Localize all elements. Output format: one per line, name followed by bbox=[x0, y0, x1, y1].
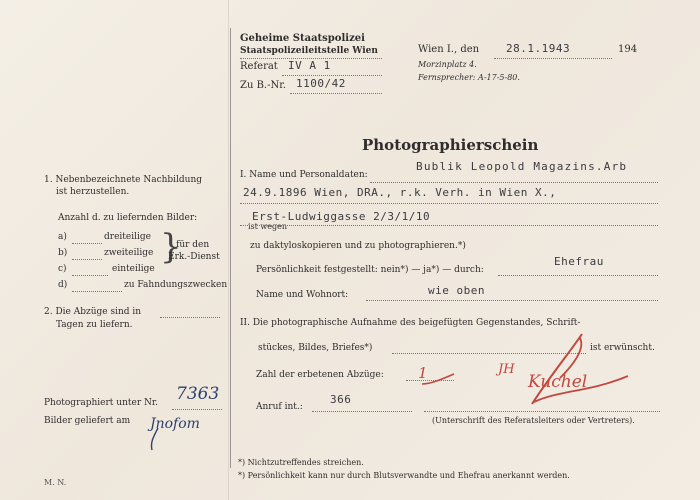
address-rule bbox=[366, 300, 658, 301]
left-item1-line2: ist herzustellen. bbox=[56, 187, 130, 197]
opt-b-letter: b) bbox=[58, 248, 68, 258]
count-request-value: 1 bbox=[418, 364, 428, 382]
identity-value: Ehefrau bbox=[554, 255, 604, 268]
call-rule bbox=[312, 411, 412, 412]
opt-c-text: einteilige bbox=[112, 264, 155, 274]
item2-line1: II. Die photographische Aufnahme des beigefügten Gegenstandes, Schrift- bbox=[240, 318, 581, 328]
brace: } bbox=[160, 227, 182, 267]
left-item2-line2: Tagen zu liefern. bbox=[56, 320, 133, 330]
bnr-label: Zu B.-Nr. bbox=[240, 80, 287, 91]
signature-caption: (Unterschrift des Referatsleiters oder Vertreters). bbox=[432, 416, 635, 425]
name-value: Bublik Leopold Magazins.Arb bbox=[416, 160, 628, 173]
street-rule bbox=[240, 225, 658, 226]
phone-line: Fernsprecher: A-17-5-80. bbox=[418, 73, 520, 82]
referat-rule bbox=[282, 75, 382, 76]
delivered-signature: Jnofom bbox=[150, 416, 200, 432]
agency-name: Geheime Staatspolizei bbox=[240, 33, 365, 44]
place-label: Wien I., den bbox=[418, 44, 480, 55]
days-rule bbox=[160, 317, 220, 318]
date-rule bbox=[494, 58, 612, 59]
name-rule bbox=[370, 182, 658, 183]
identity-rule bbox=[498, 275, 658, 276]
office-name: Staatspolizeileitstelle Wien bbox=[240, 46, 378, 56]
opt-d-rule bbox=[72, 291, 122, 292]
address-value: wie oben bbox=[428, 284, 485, 297]
count-request-label: Zahl der erbetenen Abzüge: bbox=[256, 370, 384, 380]
item2-end: ist erwünscht. bbox=[590, 343, 655, 353]
column-divider bbox=[230, 28, 231, 468]
call-value: 366 bbox=[330, 393, 352, 406]
ist-wegen: ist wegen bbox=[248, 222, 288, 231]
left-item2-line1: 2. Die Abzüge sind in bbox=[44, 307, 142, 317]
opt-b-text: zweiteilige bbox=[104, 248, 154, 258]
photographed-number: 7363 bbox=[176, 384, 220, 404]
opt-c-rule bbox=[72, 275, 108, 276]
address-label: Name und Wohnort: bbox=[256, 290, 349, 300]
item2-line2: stückes, Bildes, Briefes*) bbox=[258, 343, 373, 353]
name-label: I. Name und Personaldaten: bbox=[240, 170, 368, 180]
call-label: Anruf int.: bbox=[256, 402, 303, 412]
date-value: 28.1.1943 bbox=[506, 42, 571, 55]
daktylo-text: zu daktyloskopieren und zu photographieren.*) bbox=[250, 241, 466, 251]
personal-data-line: 24.9.1896 Wien, DRA., r.k. Verh. in Wien X., bbox=[243, 186, 557, 199]
opt-a-text: dreiteilige bbox=[104, 232, 151, 242]
footer-mark: M. N. bbox=[44, 478, 67, 487]
delivered-pen-stroke bbox=[146, 428, 166, 452]
identity-label: Persönlichkeit festgestellt: nein*) — ja*) — durch: bbox=[256, 265, 484, 275]
photographed-rule bbox=[172, 409, 222, 410]
delivered-label: Bilder geliefert am bbox=[44, 416, 131, 426]
address-line: Morzinplatz 4. bbox=[418, 60, 477, 69]
initials: JH bbox=[498, 362, 515, 377]
opt-a-rule bbox=[72, 243, 102, 244]
street-line: Erst-Ludwiggasse 2/3/1/10 bbox=[252, 210, 431, 223]
opt-b-rule bbox=[72, 259, 102, 260]
opt-a-letter: a) bbox=[58, 232, 67, 242]
opt-d-letter: d) bbox=[58, 280, 68, 290]
bnr-value: 1100/42 bbox=[296, 77, 346, 90]
photographed-label: Photographiert unter Nr. bbox=[44, 398, 159, 408]
bnr-rule bbox=[290, 93, 382, 94]
footnote-2: *) Persönlichkeit kann nur durch Blutsverwandte und Ehefrau anerkannt werden. bbox=[238, 471, 570, 480]
signature: Kuchel bbox=[528, 372, 588, 392]
opt-d-text: zu Fahndungszwecken bbox=[124, 280, 228, 290]
referat-label: Referat bbox=[240, 61, 278, 72]
brace-text-1: für den bbox=[176, 240, 210, 250]
referat-value: IV A 1 bbox=[288, 59, 331, 72]
count-tick-stroke bbox=[420, 372, 456, 386]
opt-c-letter: c) bbox=[58, 264, 67, 274]
count-label: Anzahl d. zu liefernden Bilder: bbox=[58, 213, 198, 223]
left-item1-line1: 1. Nebenbezeichnete Nachbildung bbox=[44, 175, 203, 185]
signature-rule bbox=[424, 411, 660, 412]
fold-line bbox=[228, 0, 229, 500]
year-suffix: 194 bbox=[618, 44, 638, 55]
footnote-1: *) Nichtzutreffendes streichen. bbox=[238, 458, 364, 467]
brace-text-2: Erk.-Dienst bbox=[168, 252, 220, 262]
personal-data-rule bbox=[240, 203, 658, 204]
form-title: Photographierschein bbox=[362, 136, 539, 154]
